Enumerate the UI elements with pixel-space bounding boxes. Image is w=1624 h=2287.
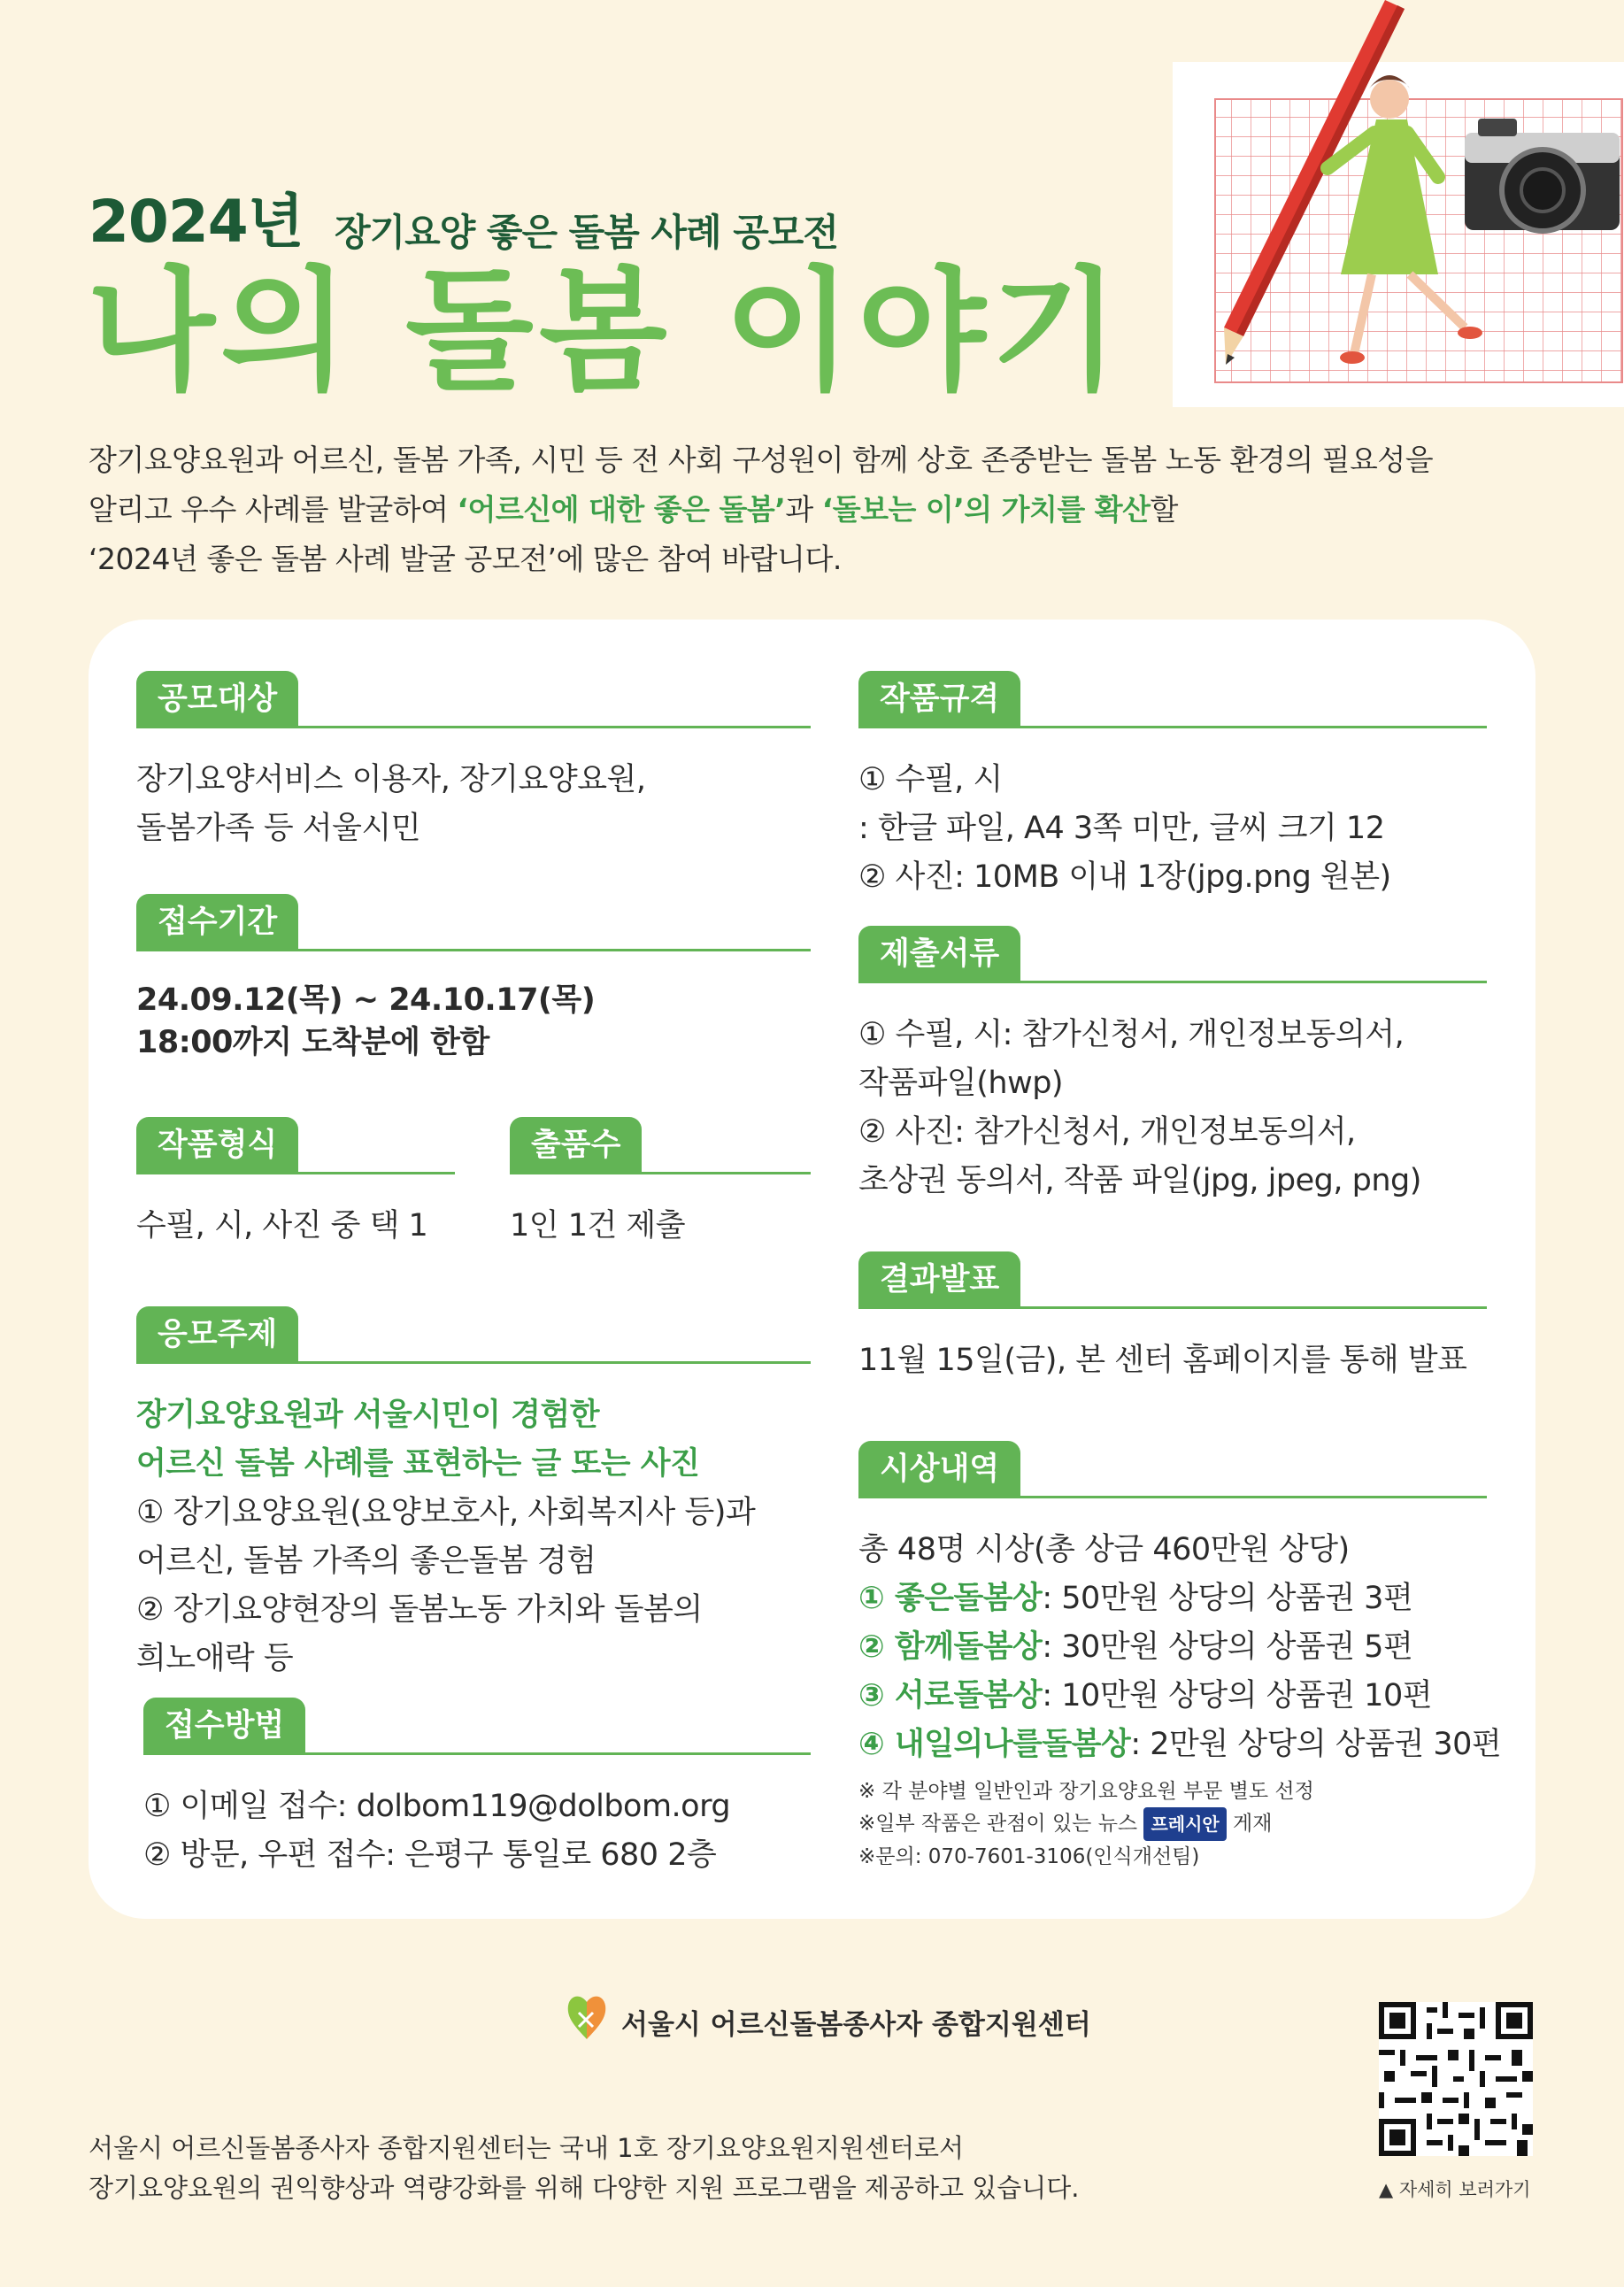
heart-logo-icon [566,1991,607,2041]
info-card [89,620,1535,1919]
intro-text: 할 [1150,492,1178,527]
divider [136,949,811,951]
awards-total: 총 48명 시상(총 상금 460만원 상당) [858,1532,1350,1567]
theme-highlight-line: 어르신 돌봄 사례를 표현하는 글 또는 사진 [136,1446,700,1482]
body-line: 초상권 동의서, 작품 파일(jpg, jpeg, png) [858,1163,1421,1198]
body-line: 어르신, 돌봄 가족의 좋은돌봄 경험 [136,1544,596,1579]
year-heading: 2024년 [89,188,304,256]
footer-description-1: 서울시 어르신돌봄종사자 종합지원센터는 국내 1호 장기요양요원지원센터로서 [89,2133,965,2163]
section-title: 접수방법 [143,1698,305,1754]
intro-line-2 [89,492,1178,527]
page-title: 나의 돌봄 이야기 [87,255,1125,409]
body-line: ① 수필, 시: 참가신청서, 개인정보동의서, [858,1017,1405,1052]
body-line: 24.09.12(목) ~ 24.10.17(목) [136,982,596,1018]
section-theme [136,1306,809,1676]
section-target [136,671,809,848]
body-line: 1인 1건 제출 [510,1208,686,1244]
intro-line-1: 장기요양요원과 어르신, 돌봄 가족, 시민 등 전 사회 구성원이 함께 상호 존중받는 돌봄 노동 환경의 필요성을 [89,443,1434,477]
section-documents [858,926,1487,1209]
award-name: ④ 내일의나를돌봄상 [858,1727,1131,1762]
award-desc: : 10만원 상당의 상품권 10편 [1042,1678,1433,1713]
note-text: 게재 [1226,1812,1273,1836]
body-line: ② 장기요양현장의 돌봄노동 가치와 돌봄의 [136,1592,703,1628]
section-body [136,979,595,1064]
note-line [858,1807,1314,1841]
body-line: 장기요양서비스 이용자, 장기요양요원, [136,762,646,797]
section-body [136,756,645,853]
divider [136,726,811,728]
note-line: ※문의: 070-7601-3106(인식개선팀) [858,1845,1200,1868]
body-line: 수필, 시, 사진 중 택 1 [136,1208,428,1244]
body-line: 11월 15일(금), 본 센터 홈페이지를 통해 발표 [858,1343,1467,1378]
award-item [858,1575,1501,1623]
section-awards [858,1441,1513,1868]
theme-highlight-line: 장기요양요원과 서울시민이 경험한 [136,1398,600,1433]
section-title: 응모주제 [136,1306,298,1363]
award-desc: : 30만원 상당의 상품권 5편 [1042,1629,1413,1665]
section-title: 작품규격 [858,671,1020,728]
body-line: ② 사진: 10MB 이내 1장(jpg.png 원본) [858,859,1391,895]
qr-code[interactable] [1379,2002,1533,2156]
award-name: ② 함께돌봄상 [858,1629,1043,1665]
intro-text: 알리고 우수 사례를 발굴하여 [89,492,458,527]
section-method [143,1698,816,1875]
award-item [858,1623,1501,1672]
section-body [858,1526,1501,1769]
section-title: 시상내역 [858,1441,1020,1498]
award-item [858,1672,1501,1721]
divider [858,1306,1487,1309]
intro-line-3: ‘2024년 좋은 돌봄 사례 발굴 공모전’에 많은 참여 바랍니다. [89,542,842,576]
section-body [136,1202,427,1251]
awards-notes [858,1775,1314,1873]
body-line: 돌봄가족 등 서울시민 [136,811,421,846]
section-title: 접수기간 [136,894,298,951]
note-text: ※일부 작품은 관점이 있는 뉴스 [858,1812,1144,1836]
divider [136,1361,811,1364]
section-result [858,1251,1487,1402]
header-illustration [1173,0,1624,416]
section-count [510,1117,811,1259]
body-line: 희노애락 등 [136,1641,294,1676]
divider [136,1172,455,1174]
divider [510,1172,811,1174]
camera-icon [1465,119,1620,231]
pressian-logo: 프레시안 [1143,1807,1226,1841]
section-title: 제출서류 [858,926,1020,982]
body-line: ② 방문, 우편 접수: 은평구 통일로 680 2층 [143,1837,717,1873]
section-title: 공모대상 [136,671,298,728]
section-period [136,894,809,1071]
divider [858,1496,1487,1498]
section-body [858,1336,1466,1385]
contest-subtitle: 장기요양 좋은 돌봄 사례 공모전 [335,211,838,254]
section-body [510,1202,685,1251]
section-body [858,1011,1421,1205]
body-line: : 한글 파일, A4 3쪽 미만, 글씨 크기 12 [858,811,1385,846]
body-line: ② 사진: 참가신청서, 개인정보동의서, [858,1114,1356,1150]
intro-highlight-good-care: ‘어르신에 대한 좋은 돌봄’ [457,492,786,527]
section-body [136,1391,755,1683]
note-line: ※ 각 분야별 일반인과 장기요양요원 부문 별도 선정 [858,1780,1314,1803]
award-item [858,1721,1501,1769]
organization-name: 서울시 어르신돌봄종사자 종합지원센터 [621,2009,1091,2041]
body-line: ① 이메일 접수: dolbom119@dolbom.org [143,1789,731,1824]
body-line: 작품파일(hwp) [858,1066,1064,1101]
award-desc: : 50만원 상당의 상품권 3편 [1042,1581,1413,1616]
body-line: ① 장기요양요원(요양보호사, 사회복지사 등)과 [136,1495,756,1530]
section-format [136,1117,481,1259]
divider [858,981,1487,983]
qr-caption: ▲ 자세히 보러가기 [1379,2179,1531,2200]
intro-text: 과 [785,492,822,527]
section-body [858,756,1391,902]
footer-description-2: 장기요양요원의 권익향상과 역량강화를 위해 다양한 지원 프로그램을 제공하고 있습니다. [89,2173,1080,2203]
intro-highlight-caregiver-value: ‘돌보는 이’의 가치를 확산 [821,492,1151,527]
section-title: 결과발표 [858,1251,1020,1308]
divider [858,726,1487,728]
section-title: 출품수 [510,1117,642,1174]
section-spec [858,671,1487,895]
divider [143,1752,811,1755]
award-name: ① 좋은돌봄상 [858,1581,1043,1616]
section-title: 작품형식 [136,1117,298,1174]
section-body [143,1783,730,1880]
award-desc: : 2만원 상당의 상품권 30편 [1130,1727,1502,1762]
body-line: ① 수필, 시 [858,762,1003,797]
body-line: 18:00까지 도착분에 한함 [136,1025,489,1060]
award-name: ③ 서로돌봄상 [858,1678,1043,1713]
